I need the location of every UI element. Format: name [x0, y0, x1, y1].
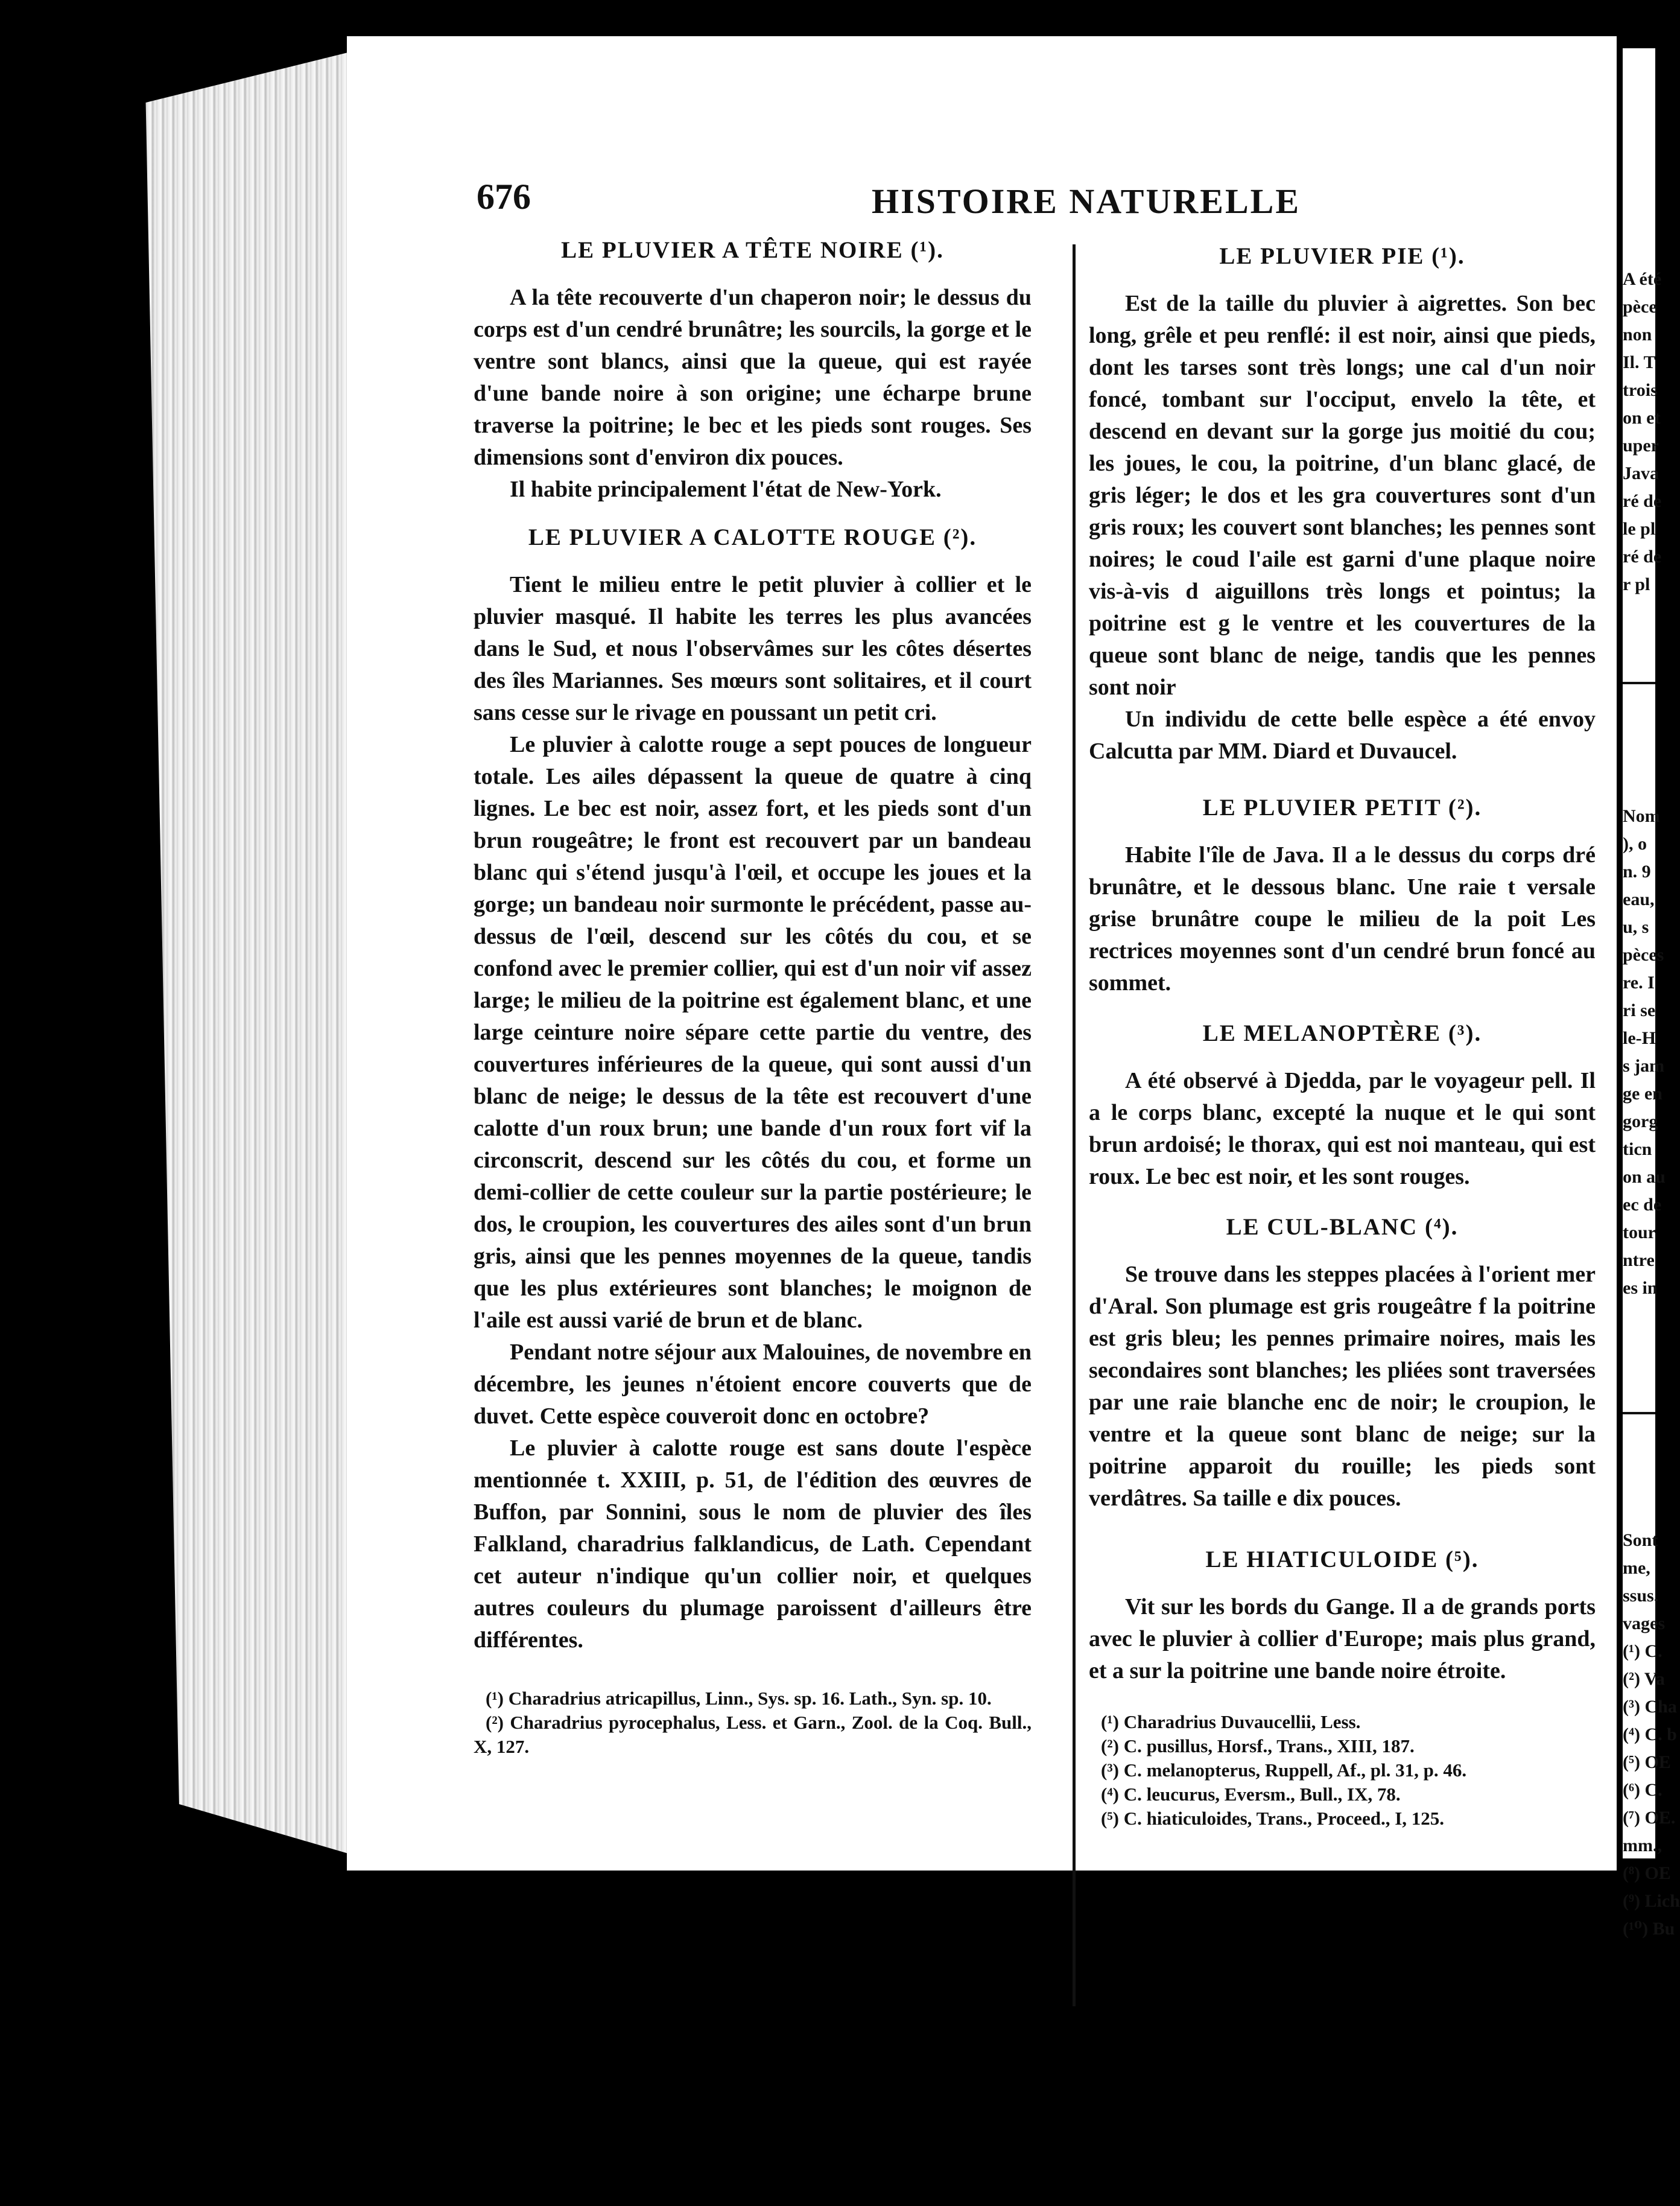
left-column: [474, 229, 1032, 1759]
fragment-line: re. I: [1623, 973, 1655, 993]
paragraph: Le pluvier à calotte rouge a sept pouces de longueur totale. Les ailes dépassent la queue de quatre à cinq lignes. Le bec est noir, assez fort, et les pieds sont d'un brun rougeâtre; le front est recouvert par un bandeau blanc qui s'étend jusqu'à l'œil, et occupe les joues et la gorge; un bandeau noir surmonte le précédent, passe au-dessus de l'œil, descend sur les côtés du cou, et se confond avec le premier collier, qui est d'un noir vif assez large; le milieu de la poitrine est également blanc, et une large ceinture noire sépare cette partie du ventre, des couvertures inférieures de la queue, qui sont aussi d'un blanc de neige; le dessus de la tête est recouvert d'une calotte d'un roux brun; une bande d'un roux fort vif la circonscrit, descend sur les côtés du cou, et forme un demi-collier de cette couleur sur la partie postérieure; le dos, le croupion, les couvertures des ailes sont d'un brun gris, ainsi que les pennes moyennes de la queue, tandis que les plus extérieures sont blanches; le moignon de l'aile est aussi varié de brun et de blanc.: [474, 732, 1032, 1333]
fragment-line: ri se: [1623, 1000, 1656, 1020]
fragment-line: n. 9: [1623, 862, 1651, 882]
footnote: (³) C. melanopterus, Ruppell, Af., pl. 31, p. 46.: [1101, 1759, 1467, 1781]
fragment-line: trois: [1623, 380, 1658, 400]
paragraph: Se trouve dans les steppes placées à l'orient mer d'Aral. Son plumage est gris rougeâtre f la poitrine est gris bleu; les pennes primaire noires, mais les secondaires sont blanches; les pliées sont traversées par une raie blanche enc de noir; le croupion, le ventre et la queue sont blanc de neige; sur la poitrine apparoit du rouille; les pieds sont verdâtres. Sa taille e dix pouces.: [1089, 1262, 1596, 1511]
heading-pluvier-calotte-rouge: LE PLUVIER A CALOTTE ROUGE (²).: [528, 524, 977, 550]
fragment-line: (⁶) C.: [1623, 1780, 1663, 1800]
paragraph: Il habite principalement l'état de New-York.: [510, 477, 942, 502]
heading-hiaticuloide: LE HIATICULOIDE (⁵).: [1205, 1546, 1479, 1572]
next-page-fragment-lower: [1623, 1527, 1680, 1943]
fragment-line: Il. T: [1623, 352, 1656, 372]
paragraph: A été observé à Djedda, par le voyageur pell. Il a le corps blanc, excepté la nuque et le qui sont brun ardoisé; le thorax, qui est noi manteau, qui est roux. Le bec est noir, et les sont rouges.: [1089, 1068, 1596, 1189]
fragment-line: ssus.: [1623, 1586, 1659, 1606]
fragment-line: (¹) C.: [1623, 1641, 1663, 1661]
footnote: (¹) Charadrius Duvaucellii, Less.: [1101, 1711, 1361, 1732]
next-page-rule: [1623, 682, 1655, 684]
fragment-line: ), o: [1623, 834, 1647, 854]
heading-pluvier-petit: LE PLUVIER PETIT (²).: [1202, 795, 1482, 821]
fragment-line: (⁸) OE: [1623, 1863, 1671, 1883]
fragment-line: s jam: [1623, 1056, 1665, 1076]
paragraph: Tient le milieu entre le petit pluvier à collier et le pluvier masqué. Il habite les terres les plus avancées dans le Sud, et nous l'observâmes sur les côtes désertes des îles Mariannes. Ses mœurs sont solitaires, et il court sans cesse sur le rivage en poussant un petit cri.: [474, 572, 1032, 725]
next-page-rule: [1623, 1412, 1655, 1414]
fragment-line: mm.,: [1623, 1836, 1662, 1855]
fragment-line: on au: [1623, 1167, 1666, 1187]
fragment-line: A été: [1623, 269, 1662, 289]
fragment-line: ge en: [1623, 1084, 1663, 1104]
fragment-line: Sont: [1623, 1530, 1658, 1550]
fragment-line: ticn: [1623, 1139, 1652, 1159]
fragment-line: r pl: [1623, 574, 1650, 594]
fragment-line: (⁷) OE.: [1623, 1808, 1676, 1828]
running-title: HISTOIRE NATURELLE: [872, 182, 1301, 221]
fragment-line: ré de: [1623, 491, 1662, 511]
fragment-line: uper: [1623, 436, 1659, 456]
paragraph: A la tête recouverte d'un chaperon noir; le dessus du corps est d'un cendré brunâtre; les sourcils, la gorge et le ventre sont blancs, ainsi que la queue, qui est rayée d'une bande noire à son origine; une écharpe brune traverse la poitrine; le bec et les pieds sont rouges. Ses dimensions sont d'environ dix pouces.: [474, 285, 1032, 470]
fragment-line: (²) Va: [1623, 1669, 1665, 1689]
fragment-line: Java: [1623, 463, 1659, 483]
right-column: [1089, 235, 1596, 1831]
right-footnotes: [1089, 1710, 1596, 1831]
book-page: [347, 36, 1617, 1871]
fragment-line: (⁹) Lich: [1623, 1891, 1680, 1911]
heading-cul-blanc: LE CUL-BLANC (⁴).: [1226, 1214, 1459, 1240]
next-page-fragment-middle: [1623, 803, 1666, 1302]
page-number: 676: [477, 177, 531, 217]
fragment-line: ec de: [1623, 1195, 1662, 1215]
footnote: (²) C. pusillus, Horsf., Trans., XIII, 187.: [1101, 1735, 1415, 1756]
next-page-fragment-upper: [1623, 265, 1662, 599]
fragment-line: vages: [1623, 1613, 1665, 1633]
paragraph: Le pluvier à calotte rouge est sans doute l'espèce mentionnée t. XXIII, p. 51, de l'édition des œuvres de Buffon, par Sonnini, sous le nom de pluvier des îles Falkland, charadrius falklandicus, de Lath. Cependant cet auteur n'indique qu'un collier noir, et quelques autres couleurs du plumage paroissent d'ailleurs être différentes.: [474, 1435, 1032, 1653]
fragment-line: u, s: [1623, 917, 1649, 937]
fragment-line: (³) Cha: [1623, 1697, 1677, 1717]
fragment-line: ré de: [1623, 547, 1662, 567]
fragment-line: non: [1623, 325, 1652, 345]
paragraph: Est de la taille du pluvier à aigrettes. Son bec long, grêle et peu renflé: il est noir, ainsi que pieds, dont les tarses sont très longs; une cal d'un noir foncé, tombant sur l'occiput, envelo la tête, et descend en devant sur la gorge jus moitié du cou; les joues, le cou, la poitrine, d'un blanc glacé, de gris léger; le dos et les gra couvertures sont d'un gris roux; les couvert sont blanches; les pennes sont noires; le coud l'aile est garni d'une plaque noire vis-à-vis d aiguillons très longs et pointus; la poitrine est g le ventre et les couvertures de la queue sont blanc de neige, tandis que les pennes sont noir: [1089, 291, 1596, 700]
fragment-line: (⁴) C. b: [1623, 1724, 1677, 1744]
footnote: (⁴) C. leucurus, Eversm., Bull., IX, 78.: [1101, 1784, 1401, 1805]
fragment-line: (¹⁰) Bu: [1623, 1919, 1675, 1939]
fragment-line: (⁵) OE: [1623, 1752, 1671, 1772]
heading-pluvier-pie: LE PLUVIER PIE (¹).: [1219, 243, 1465, 269]
fragment-line: me,: [1623, 1558, 1650, 1578]
fragment-line: le-H: [1623, 1028, 1656, 1048]
column-divider: [1073, 244, 1076, 2006]
fragment-line: on et: [1623, 408, 1661, 428]
fragment-line: eau,: [1623, 889, 1655, 909]
heading-melanoptere: LE MELANOPTÈRE (³).: [1202, 1020, 1482, 1046]
footnote: (²) Charadrius pyrocephalus, Less. et Garn., Zool. de la Coq. Bull., X, 127.: [474, 1712, 1032, 1757]
heading-pluvier-tete-noire: LE PLUVIER A TÊTE NOIRE (¹).: [561, 237, 944, 263]
paragraph: Vit sur les bords du Gange. Il a de grands ports avec le pluvier à collier d'Europe; mais plus grand, et a sur la poitrine une bande noire étroite.: [1089, 1594, 1596, 1683]
footnote: (¹) Charadrius atricapillus, Linn., Sys. sp. 16. Lath., Syn. sp. 10.: [486, 1688, 992, 1709]
paragraph: Pendant notre séjour aux Malouines, de novembre en décembre, les jeunes n'étoient encore couverts que de duvet. Cette espèce couveroit donc en octobre?: [474, 1340, 1032, 1429]
fragment-line: tour: [1623, 1222, 1656, 1242]
fragment-line: Nom: [1623, 806, 1660, 826]
fragment-line: le pl: [1623, 519, 1656, 539]
stacked-page-edges: [127, 48, 365, 1858]
fragment-line: pèce: [1623, 297, 1657, 317]
footnote: (⁵) C. hiaticuloides, Trans., Proceed., I, 125.: [1101, 1808, 1445, 1829]
fragment-line: ntre: [1623, 1250, 1655, 1270]
running-head: [347, 176, 1617, 224]
fragment-line: gorg: [1623, 1111, 1658, 1131]
paragraph: Habite l'île de Java. Il a le dessus du corps dré brunâtre, et le dessous blanc. Une raie t versale grise brunâtre coupe le milieu de la poit Les rectrices moyennes sont d'un cendré brun foncé au sommet.: [1089, 842, 1596, 996]
left-footnotes: [474, 1686, 1032, 1759]
paragraph: Un individu de cette belle espèce a été envoy Calcutta par MM. Diard et Duvaucel.: [1089, 707, 1596, 764]
fragment-line: es in: [1623, 1278, 1658, 1298]
fragment-line: pèces: [1623, 945, 1664, 965]
